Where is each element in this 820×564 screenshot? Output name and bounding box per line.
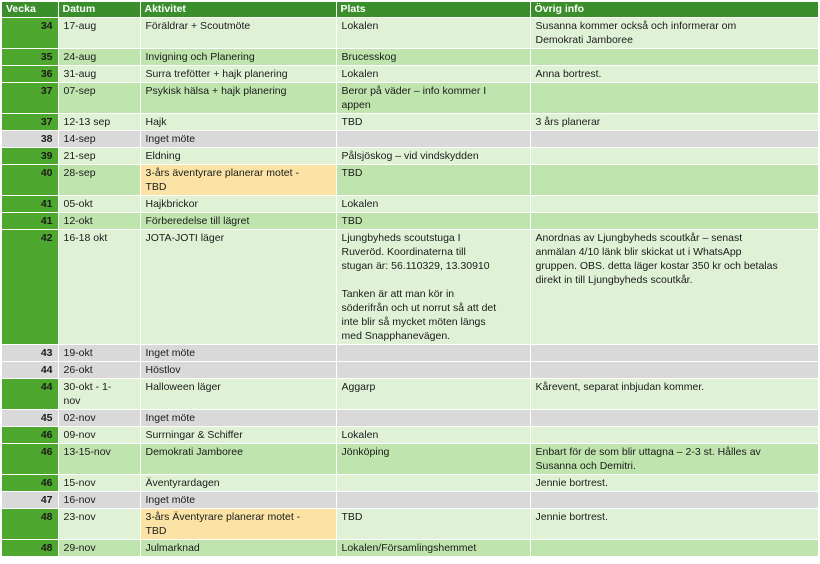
info-cell: Kårevent, separat inbjudan kommer. <box>530 379 818 410</box>
activity-cell: Surra trefötter + hajk planering <box>140 66 336 83</box>
activity-cell: Hajk <box>140 114 336 131</box>
info-cell: Anna bortrest. <box>530 66 818 83</box>
week-cell: 41 <box>2 196 58 213</box>
date-cell: 14-sep <box>58 131 140 148</box>
date-cell: 12-13 sep <box>58 114 140 131</box>
date-cell: 16-18 okt <box>58 230 140 345</box>
date-cell: 31-aug <box>58 66 140 83</box>
week-cell: 47 <box>2 492 58 509</box>
date-cell: 15-nov <box>58 475 140 492</box>
date-cell: 23-nov <box>58 509 140 540</box>
table-row <box>2 66 818 83</box>
activity-cell: Psykisk hälsa + hajk planering <box>140 83 336 114</box>
place-cell: Aggarp <box>336 379 530 410</box>
schedule-body <box>2 18 818 557</box>
activity-cell: Höstlov <box>140 362 336 379</box>
activity-cell: Eldning <box>140 148 336 165</box>
week-cell: 46 <box>2 444 58 475</box>
week-cell: 39 <box>2 148 58 165</box>
table-row <box>2 540 818 557</box>
info-cell <box>530 165 818 196</box>
place-cell <box>336 362 530 379</box>
place-cell <box>336 475 530 492</box>
activity-cell: 3-års äventyrare planerar motet - TBD <box>140 165 336 196</box>
info-cell <box>530 410 818 427</box>
schedule-table <box>2 2 819 556</box>
date-cell: 07-sep <box>58 83 140 114</box>
info-cell: Jennie bortrest. <box>530 475 818 492</box>
info-cell: Jennie bortrest. <box>530 509 818 540</box>
week-cell: 41 <box>2 213 58 230</box>
info-cell <box>530 83 818 114</box>
header-row <box>2 2 818 18</box>
date-cell: 30-okt - 1- nov <box>58 379 140 410</box>
activity-cell: Surrningar & Schiffer <box>140 427 336 444</box>
table-row <box>2 18 818 49</box>
place-cell: Pålsjöskog – vid vindskydden <box>336 148 530 165</box>
week-cell: 42 <box>2 230 58 345</box>
place-cell: Beror på väder – info kommer I appen <box>336 83 530 114</box>
week-cell: 35 <box>2 49 58 66</box>
week-cell: 36 <box>2 66 58 83</box>
table-row <box>2 114 818 131</box>
info-cell: 3 års planerar <box>530 114 818 131</box>
week-cell: 37 <box>2 114 58 131</box>
info-cell: Enbart för de som blir uttagna – 2-3 st. Hålles av Susanna och Demitri. <box>530 444 818 475</box>
week-cell: 43 <box>2 345 58 362</box>
info-cell <box>530 362 818 379</box>
date-cell: 24-aug <box>58 49 140 66</box>
table-row <box>2 83 818 114</box>
date-cell: 29-nov <box>58 540 140 557</box>
place-cell: Lokalen/Församlingshemmet <box>336 540 530 557</box>
info-cell <box>530 492 818 509</box>
activity-cell: Hajkbrickor <box>140 196 336 213</box>
date-cell: 12-okt <box>58 213 140 230</box>
table-row <box>2 509 818 540</box>
table-row <box>2 444 818 475</box>
place-cell: Lokalen <box>336 66 530 83</box>
activity-cell: 3-års Äventyrare planerar motet - TBD <box>140 509 336 540</box>
date-cell: 28-sep <box>58 165 140 196</box>
table-row <box>2 131 818 148</box>
info-cell <box>530 213 818 230</box>
info-cell <box>530 427 818 444</box>
week-cell: 48 <box>2 509 58 540</box>
week-cell: 48 <box>2 540 58 557</box>
info-cell <box>530 345 818 362</box>
place-cell: Lokalen <box>336 18 530 49</box>
place-cell: Brucesskog <box>336 49 530 66</box>
activity-cell: Inget möte <box>140 492 336 509</box>
activity-cell: Äventyrardagen <box>140 475 336 492</box>
date-cell: 09-nov <box>58 427 140 444</box>
table-row <box>2 148 818 165</box>
table-row <box>2 230 818 345</box>
place-cell <box>336 492 530 509</box>
activity-cell: Förberedelse till lägret <box>140 213 336 230</box>
date-cell: 21-sep <box>58 148 140 165</box>
table-row <box>2 345 818 362</box>
info-cell <box>530 196 818 213</box>
place-cell <box>336 410 530 427</box>
info-cell: Anordnas av Ljungbyheds scoutkår – senast anmälan 4/10 länk blir skickat ut i WhatsApp gruppen. OBS. detta läger kostar 350 kr och betalas direkt in till Ljungbyheds scoutkår. <box>530 230 818 345</box>
date-cell: 26-okt <box>58 362 140 379</box>
info-cell <box>530 131 818 148</box>
table-row <box>2 362 818 379</box>
place-cell: TBD <box>336 213 530 230</box>
place-cell: TBD <box>336 114 530 131</box>
place-cell <box>336 345 530 362</box>
table-row <box>2 165 818 196</box>
week-cell: 38 <box>2 131 58 148</box>
activity-cell: Föräldrar + Scoutmöte <box>140 18 336 49</box>
table-row <box>2 492 818 509</box>
activity-cell: JOTA-JOTI läger <box>140 230 336 345</box>
date-cell: 16-nov <box>58 492 140 509</box>
table-row <box>2 213 818 230</box>
place-cell: Lokalen <box>336 196 530 213</box>
table-row <box>2 379 818 410</box>
date-cell: 05-okt <box>58 196 140 213</box>
table-row <box>2 475 818 492</box>
table-row <box>2 410 818 427</box>
header-datum: Datum <box>58 2 140 18</box>
place-cell: Ljungbyheds scoutstuga I Ruveröd. Koordinaterna till stugan är: 56.110329, 13.30910 Tanken är att man kör in söderifrån och ut norrut så att det inte blir så mycket möten längs med Snapphanevägen. <box>336 230 530 345</box>
week-cell: 45 <box>2 410 58 427</box>
place-cell: TBD <box>336 165 530 196</box>
week-cell: 37 <box>2 83 58 114</box>
activity-cell: Halloween läger <box>140 379 336 410</box>
place-cell: TBD <box>336 509 530 540</box>
activity-cell: Inget möte <box>140 345 336 362</box>
date-cell: 02-nov <box>58 410 140 427</box>
header-ovrig-info: Övrig info <box>530 2 818 18</box>
week-cell: 46 <box>2 475 58 492</box>
week-cell: 46 <box>2 427 58 444</box>
activity-cell: Invigning och Planering <box>140 49 336 66</box>
info-cell <box>530 540 818 557</box>
table-row <box>2 427 818 444</box>
place-cell: Lokalen <box>336 427 530 444</box>
header-vecka: Vecka <box>2 2 58 18</box>
info-cell: Susanna kommer också och informerar om Demokrati Jamboree <box>530 18 818 49</box>
table-row <box>2 196 818 213</box>
place-cell <box>336 131 530 148</box>
week-cell: 40 <box>2 165 58 196</box>
date-cell: 19-okt <box>58 345 140 362</box>
date-cell: 13-15-nov <box>58 444 140 475</box>
info-cell <box>530 148 818 165</box>
week-cell: 34 <box>2 18 58 49</box>
week-cell: 44 <box>2 362 58 379</box>
activity-cell: Inget möte <box>140 410 336 427</box>
activity-cell: Demokrati Jamboree <box>140 444 336 475</box>
date-cell: 17-aug <box>58 18 140 49</box>
place-cell: Jönköping <box>336 444 530 475</box>
header-plats: Plats <box>336 2 530 18</box>
table-row <box>2 49 818 66</box>
activity-cell: Inget möte <box>140 131 336 148</box>
activity-cell: Julmarknad <box>140 540 336 557</box>
header-aktivitet: Aktivitet <box>140 2 336 18</box>
week-cell: 44 <box>2 379 58 410</box>
info-cell <box>530 49 818 66</box>
